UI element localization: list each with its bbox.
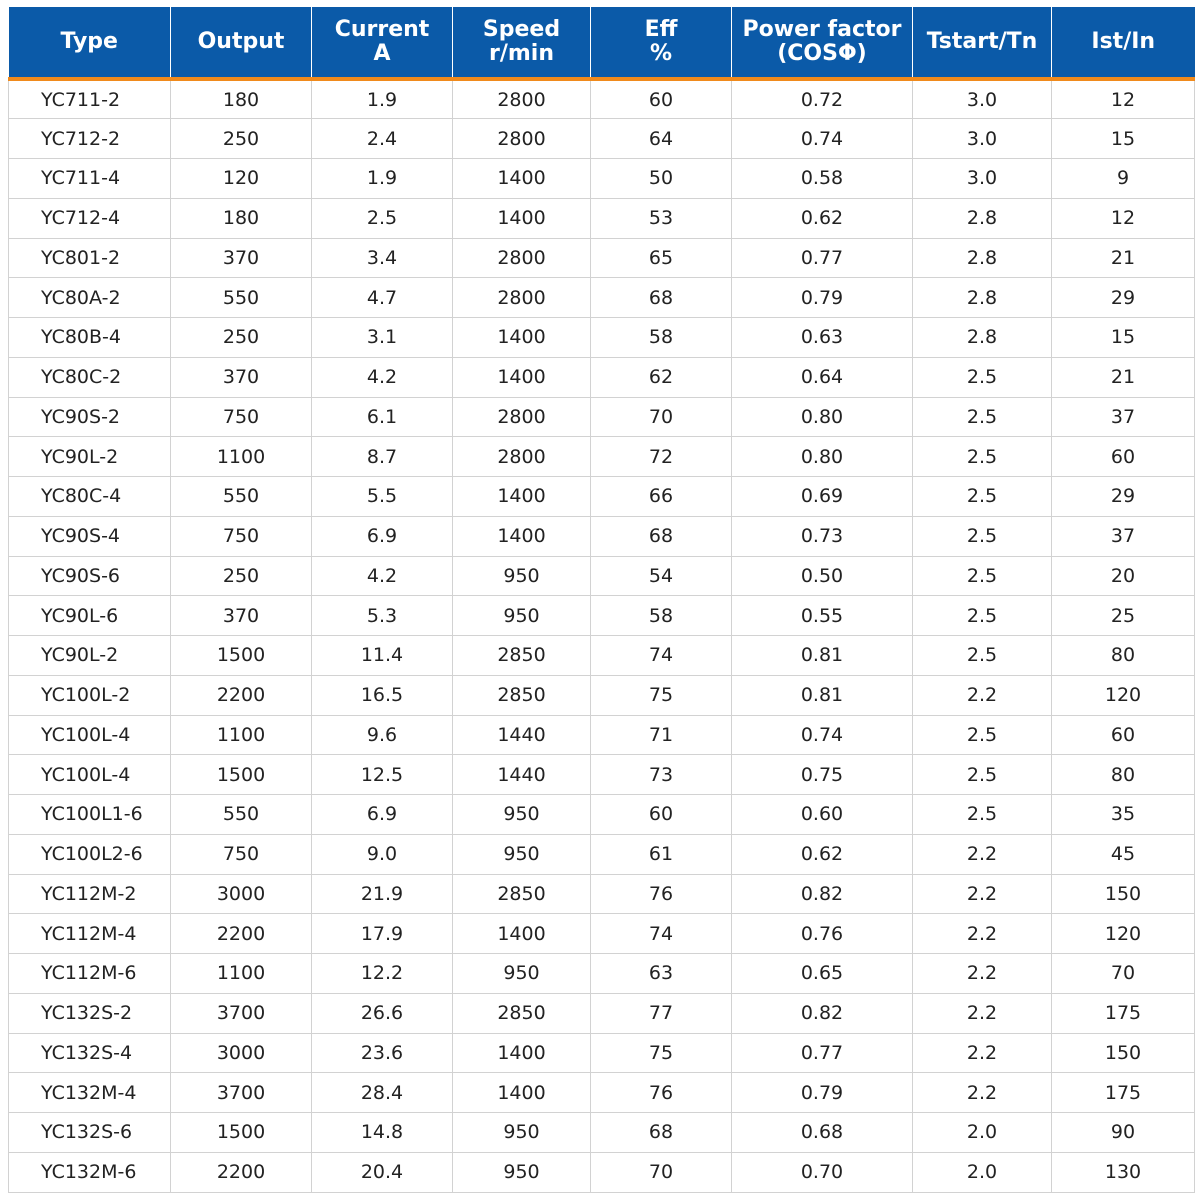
table-row bbox=[9, 993, 1195, 1033]
cell-current: 16.5 bbox=[312, 675, 453, 715]
cell-current: 3.4 bbox=[312, 238, 453, 278]
table-row bbox=[9, 556, 1195, 596]
cell-type: YC132M-4 bbox=[9, 1073, 171, 1113]
cell-speed: 2850 bbox=[453, 675, 591, 715]
cell-output: 250 bbox=[171, 556, 312, 596]
cell-type: YC80C-2 bbox=[9, 357, 171, 397]
cell-type: YC132S-4 bbox=[9, 1033, 171, 1073]
cell-current: 3.1 bbox=[312, 318, 453, 358]
cell-power-factor: 0.55 bbox=[732, 596, 913, 636]
cell-tstart-tn: 2.5 bbox=[913, 795, 1052, 835]
cell-power-factor: 0.76 bbox=[732, 914, 913, 954]
cell-power-factor: 0.70 bbox=[732, 1152, 913, 1192]
cell-type: YC132M-6 bbox=[9, 1152, 171, 1192]
cell-type: YC80C-4 bbox=[9, 477, 171, 517]
cell-output: 1500 bbox=[171, 1113, 312, 1153]
cell-output: 370 bbox=[171, 357, 312, 397]
cell-output: 1100 bbox=[171, 954, 312, 994]
column-header-current bbox=[312, 7, 453, 79]
cell-tstart-tn: 2.2 bbox=[913, 874, 1052, 914]
cell-eff: 58 bbox=[591, 318, 732, 358]
cell-speed: 1440 bbox=[453, 755, 591, 795]
cell-speed: 2850 bbox=[453, 874, 591, 914]
cell-output: 3000 bbox=[171, 1033, 312, 1073]
cell-current: 11.4 bbox=[312, 636, 453, 676]
cell-power-factor: 0.73 bbox=[732, 516, 913, 556]
column-header-line: Eff bbox=[644, 17, 678, 42]
cell-tstart-tn: 3.0 bbox=[913, 119, 1052, 159]
cell-ist-in: 175 bbox=[1052, 1073, 1195, 1113]
cell-speed: 950 bbox=[453, 596, 591, 636]
table-row bbox=[9, 755, 1195, 795]
cell-power-factor: 0.74 bbox=[732, 715, 913, 755]
cell-tstart-tn: 2.8 bbox=[913, 238, 1052, 278]
cell-tstart-tn: 2.5 bbox=[913, 437, 1052, 477]
cell-power-factor: 0.60 bbox=[732, 795, 913, 835]
cell-eff: 75 bbox=[591, 675, 732, 715]
cell-type: YC112M-4 bbox=[9, 914, 171, 954]
column-header-line: % bbox=[649, 41, 673, 66]
cell-speed: 950 bbox=[453, 1113, 591, 1153]
cell-eff: 60 bbox=[591, 795, 732, 835]
cell-speed: 2800 bbox=[453, 119, 591, 159]
cell-speed: 1400 bbox=[453, 357, 591, 397]
table-row bbox=[9, 795, 1195, 835]
cell-speed: 1400 bbox=[453, 318, 591, 358]
cell-speed: 1400 bbox=[453, 159, 591, 199]
table-row bbox=[9, 318, 1195, 358]
cell-ist-in: 20 bbox=[1052, 556, 1195, 596]
cell-type: YC100L1-6 bbox=[9, 795, 171, 835]
cell-type: YC112M-2 bbox=[9, 874, 171, 914]
cell-output: 550 bbox=[171, 477, 312, 517]
cell-current: 20.4 bbox=[312, 1152, 453, 1192]
cell-power-factor: 0.74 bbox=[732, 119, 913, 159]
cell-current: 4.2 bbox=[312, 357, 453, 397]
cell-output: 2200 bbox=[171, 1152, 312, 1192]
cell-eff: 54 bbox=[591, 556, 732, 596]
table-row bbox=[9, 79, 1195, 119]
column-header-power-factor bbox=[732, 7, 913, 79]
cell-tstart-tn: 2.8 bbox=[913, 318, 1052, 358]
cell-speed: 2850 bbox=[453, 993, 591, 1033]
cell-type: YC112M-6 bbox=[9, 954, 171, 994]
table-row bbox=[9, 596, 1195, 636]
cell-type: YC100L2-6 bbox=[9, 834, 171, 874]
cell-current: 6.1 bbox=[312, 397, 453, 437]
cell-tstart-tn: 3.0 bbox=[913, 159, 1052, 199]
cell-tstart-tn: 2.8 bbox=[913, 278, 1052, 318]
cell-current: 1.9 bbox=[312, 79, 453, 119]
cell-type: YC132S-6 bbox=[9, 1113, 171, 1153]
cell-eff: 72 bbox=[591, 437, 732, 477]
cell-speed: 1400 bbox=[453, 914, 591, 954]
cell-ist-in: 21 bbox=[1052, 357, 1195, 397]
column-header-type bbox=[9, 7, 171, 79]
table-row bbox=[9, 238, 1195, 278]
cell-type: YC90L-6 bbox=[9, 596, 171, 636]
column-header-tstart-tn bbox=[913, 7, 1052, 79]
cell-output: 3700 bbox=[171, 993, 312, 1033]
cell-tstart-tn: 2.5 bbox=[913, 397, 1052, 437]
cell-eff: 74 bbox=[591, 636, 732, 676]
cell-speed: 1440 bbox=[453, 715, 591, 755]
cell-current: 8.7 bbox=[312, 437, 453, 477]
cell-eff: 68 bbox=[591, 1113, 732, 1153]
table-row bbox=[9, 477, 1195, 517]
cell-current: 26.6 bbox=[312, 993, 453, 1033]
cell-eff: 63 bbox=[591, 954, 732, 994]
cell-output: 1100 bbox=[171, 437, 312, 477]
cell-current: 14.8 bbox=[312, 1113, 453, 1153]
cell-type: YC90S-4 bbox=[9, 516, 171, 556]
cell-output: 750 bbox=[171, 516, 312, 556]
table-row bbox=[9, 437, 1195, 477]
cell-power-factor: 0.62 bbox=[732, 198, 913, 238]
table-row bbox=[9, 397, 1195, 437]
cell-current: 4.2 bbox=[312, 556, 453, 596]
cell-type: YC90S-2 bbox=[9, 397, 171, 437]
cell-current: 9.0 bbox=[312, 834, 453, 874]
cell-power-factor: 0.68 bbox=[732, 1113, 913, 1153]
cell-ist-in: 25 bbox=[1052, 596, 1195, 636]
cell-speed: 950 bbox=[453, 1152, 591, 1192]
cell-speed: 2800 bbox=[453, 79, 591, 119]
column-header-line: A bbox=[373, 41, 391, 66]
cell-tstart-tn: 3.0 bbox=[913, 79, 1052, 119]
cell-eff: 53 bbox=[591, 198, 732, 238]
cell-current: 2.5 bbox=[312, 198, 453, 238]
cell-eff: 74 bbox=[591, 914, 732, 954]
table-row bbox=[9, 516, 1195, 556]
table-row bbox=[9, 1113, 1195, 1153]
cell-power-factor: 0.79 bbox=[732, 1073, 913, 1113]
cell-type: YC711-4 bbox=[9, 159, 171, 199]
cell-output: 370 bbox=[171, 238, 312, 278]
cell-output: 750 bbox=[171, 397, 312, 437]
cell-current: 2.4 bbox=[312, 119, 453, 159]
table-row bbox=[9, 159, 1195, 199]
cell-tstart-tn: 2.2 bbox=[913, 675, 1052, 715]
table-row bbox=[9, 954, 1195, 994]
cell-ist-in: 12 bbox=[1052, 79, 1195, 119]
cell-ist-in: 150 bbox=[1052, 874, 1195, 914]
cell-speed: 950 bbox=[453, 795, 591, 835]
cell-output: 250 bbox=[171, 119, 312, 159]
cell-output: 180 bbox=[171, 198, 312, 238]
cell-eff: 71 bbox=[591, 715, 732, 755]
motor-spec-table bbox=[8, 7, 1195, 1193]
cell-eff: 75 bbox=[591, 1033, 732, 1073]
column-header-line: Ist/In bbox=[1091, 29, 1156, 54]
cell-ist-in: 150 bbox=[1052, 1033, 1195, 1073]
column-header-line: Type bbox=[60, 29, 118, 54]
table-row bbox=[9, 119, 1195, 159]
cell-current: 12.5 bbox=[312, 755, 453, 795]
cell-speed: 2800 bbox=[453, 437, 591, 477]
cell-output: 2200 bbox=[171, 675, 312, 715]
column-header-line: r/min bbox=[488, 41, 554, 66]
cell-eff: 66 bbox=[591, 477, 732, 517]
cell-current: 4.7 bbox=[312, 278, 453, 318]
cell-output: 1500 bbox=[171, 636, 312, 676]
cell-speed: 1400 bbox=[453, 477, 591, 517]
cell-speed: 2800 bbox=[453, 278, 591, 318]
cell-speed: 1400 bbox=[453, 198, 591, 238]
table-row bbox=[9, 278, 1195, 318]
table-row bbox=[9, 1073, 1195, 1113]
cell-ist-in: 21 bbox=[1052, 238, 1195, 278]
cell-ist-in: 29 bbox=[1052, 477, 1195, 517]
table-row bbox=[9, 636, 1195, 676]
cell-tstart-tn: 2.2 bbox=[913, 1073, 1052, 1113]
cell-current: 21.9 bbox=[312, 874, 453, 914]
cell-eff: 61 bbox=[591, 834, 732, 874]
cell-eff: 58 bbox=[591, 596, 732, 636]
column-header-speed bbox=[453, 7, 591, 79]
table-row bbox=[9, 914, 1195, 954]
cell-tstart-tn: 2.2 bbox=[913, 993, 1052, 1033]
cell-power-factor: 0.82 bbox=[732, 874, 913, 914]
cell-current: 23.6 bbox=[312, 1033, 453, 1073]
cell-output: 3000 bbox=[171, 874, 312, 914]
cell-current: 6.9 bbox=[312, 516, 453, 556]
table-row bbox=[9, 1033, 1195, 1073]
table-row bbox=[9, 874, 1195, 914]
cell-power-factor: 0.65 bbox=[732, 954, 913, 994]
cell-current: 12.2 bbox=[312, 954, 453, 994]
cell-current: 17.9 bbox=[312, 914, 453, 954]
cell-eff: 77 bbox=[591, 993, 732, 1033]
column-header-line: Speed bbox=[482, 17, 561, 42]
cell-eff: 73 bbox=[591, 755, 732, 795]
cell-ist-in: 70 bbox=[1052, 954, 1195, 994]
cell-power-factor: 0.80 bbox=[732, 397, 913, 437]
cell-power-factor: 0.63 bbox=[732, 318, 913, 358]
cell-ist-in: 37 bbox=[1052, 516, 1195, 556]
table-body bbox=[9, 79, 1195, 1192]
cell-tstart-tn: 2.5 bbox=[913, 516, 1052, 556]
cell-ist-in: 12 bbox=[1052, 198, 1195, 238]
cell-power-factor: 0.62 bbox=[732, 834, 913, 874]
cell-tstart-tn: 2.5 bbox=[913, 636, 1052, 676]
cell-output: 250 bbox=[171, 318, 312, 358]
cell-power-factor: 0.81 bbox=[732, 675, 913, 715]
cell-ist-in: 175 bbox=[1052, 993, 1195, 1033]
cell-power-factor: 0.77 bbox=[732, 1033, 913, 1073]
cell-speed: 950 bbox=[453, 556, 591, 596]
cell-current: 28.4 bbox=[312, 1073, 453, 1113]
cell-power-factor: 0.69 bbox=[732, 477, 913, 517]
cell-power-factor: 0.81 bbox=[732, 636, 913, 676]
cell-eff: 60 bbox=[591, 79, 732, 119]
cell-ist-in: 60 bbox=[1052, 437, 1195, 477]
table-row bbox=[9, 715, 1195, 755]
table-row bbox=[9, 834, 1195, 874]
cell-speed: 2850 bbox=[453, 636, 591, 676]
column-header-ist-in bbox=[1052, 7, 1195, 79]
cell-ist-in: 120 bbox=[1052, 675, 1195, 715]
cell-ist-in: 130 bbox=[1052, 1152, 1195, 1192]
cell-type: YC80B-4 bbox=[9, 318, 171, 358]
cell-speed: 1400 bbox=[453, 516, 591, 556]
cell-ist-in: 37 bbox=[1052, 397, 1195, 437]
cell-current: 5.3 bbox=[312, 596, 453, 636]
cell-speed: 2800 bbox=[453, 238, 591, 278]
cell-power-factor: 0.50 bbox=[732, 556, 913, 596]
cell-eff: 64 bbox=[591, 119, 732, 159]
cell-type: YC712-4 bbox=[9, 198, 171, 238]
cell-output: 120 bbox=[171, 159, 312, 199]
table-row bbox=[9, 1152, 1195, 1192]
column-header-output bbox=[171, 7, 312, 79]
cell-output: 1100 bbox=[171, 715, 312, 755]
cell-type: YC100L-2 bbox=[9, 675, 171, 715]
cell-output: 180 bbox=[171, 79, 312, 119]
cell-power-factor: 0.82 bbox=[732, 993, 913, 1033]
cell-eff: 70 bbox=[591, 397, 732, 437]
table-row bbox=[9, 675, 1195, 715]
cell-type: YC711-2 bbox=[9, 79, 171, 119]
cell-output: 3700 bbox=[171, 1073, 312, 1113]
cell-type: YC90L-2 bbox=[9, 437, 171, 477]
column-header-line: Tstart/Tn bbox=[926, 29, 1038, 54]
cell-type: YC801-2 bbox=[9, 238, 171, 278]
cell-power-factor: 0.79 bbox=[732, 278, 913, 318]
cell-speed: 2800 bbox=[453, 397, 591, 437]
cell-eff: 70 bbox=[591, 1152, 732, 1192]
cell-output: 2200 bbox=[171, 914, 312, 954]
cell-type: YC132S-2 bbox=[9, 993, 171, 1033]
cell-tstart-tn: 2.0 bbox=[913, 1113, 1052, 1153]
cell-ist-in: 29 bbox=[1052, 278, 1195, 318]
cell-ist-in: 9 bbox=[1052, 159, 1195, 199]
cell-ist-in: 90 bbox=[1052, 1113, 1195, 1153]
cell-ist-in: 60 bbox=[1052, 715, 1195, 755]
cell-power-factor: 0.75 bbox=[732, 755, 913, 795]
cell-type: YC100L-4 bbox=[9, 755, 171, 795]
cell-output: 1500 bbox=[171, 755, 312, 795]
cell-ist-in: 15 bbox=[1052, 318, 1195, 358]
cell-power-factor: 0.77 bbox=[732, 238, 913, 278]
cell-type: YC90S-6 bbox=[9, 556, 171, 596]
column-header-line: (COSΦ) bbox=[777, 41, 867, 66]
cell-tstart-tn: 2.5 bbox=[913, 755, 1052, 795]
cell-tstart-tn: 2.2 bbox=[913, 914, 1052, 954]
table-header bbox=[9, 7, 1195, 79]
cell-speed: 950 bbox=[453, 834, 591, 874]
cell-tstart-tn: 2.0 bbox=[913, 1152, 1052, 1192]
cell-speed: 950 bbox=[453, 954, 591, 994]
cell-eff: 68 bbox=[591, 516, 732, 556]
cell-tstart-tn: 2.5 bbox=[913, 556, 1052, 596]
cell-ist-in: 45 bbox=[1052, 834, 1195, 874]
cell-power-factor: 0.58 bbox=[732, 159, 913, 199]
cell-tstart-tn: 2.5 bbox=[913, 596, 1052, 636]
cell-ist-in: 120 bbox=[1052, 914, 1195, 954]
cell-current: 5.5 bbox=[312, 477, 453, 517]
cell-type: YC712-2 bbox=[9, 119, 171, 159]
cell-tstart-tn: 2.2 bbox=[913, 834, 1052, 874]
cell-power-factor: 0.80 bbox=[732, 437, 913, 477]
cell-tstart-tn: 2.2 bbox=[913, 954, 1052, 994]
cell-tstart-tn: 2.5 bbox=[913, 715, 1052, 755]
cell-type: YC100L-4 bbox=[9, 715, 171, 755]
table-row bbox=[9, 357, 1195, 397]
cell-current: 1.9 bbox=[312, 159, 453, 199]
cell-ist-in: 35 bbox=[1052, 795, 1195, 835]
cell-power-factor: 0.72 bbox=[732, 79, 913, 119]
cell-speed: 1400 bbox=[453, 1033, 591, 1073]
cell-tstart-tn: 2.5 bbox=[913, 477, 1052, 517]
cell-eff: 50 bbox=[591, 159, 732, 199]
cell-output: 550 bbox=[171, 795, 312, 835]
cell-eff: 68 bbox=[591, 278, 732, 318]
cell-current: 9.6 bbox=[312, 715, 453, 755]
cell-tstart-tn: 2.5 bbox=[913, 357, 1052, 397]
cell-current: 6.9 bbox=[312, 795, 453, 835]
cell-eff: 65 bbox=[591, 238, 732, 278]
cell-ist-in: 15 bbox=[1052, 119, 1195, 159]
cell-tstart-tn: 2.8 bbox=[913, 198, 1052, 238]
header-row bbox=[9, 7, 1195, 79]
cell-output: 750 bbox=[171, 834, 312, 874]
cell-output: 550 bbox=[171, 278, 312, 318]
cell-eff: 62 bbox=[591, 357, 732, 397]
column-header-line: Current bbox=[334, 17, 430, 42]
cell-power-factor: 0.64 bbox=[732, 357, 913, 397]
cell-speed: 1400 bbox=[453, 1073, 591, 1113]
column-header-eff bbox=[591, 7, 732, 79]
table-row bbox=[9, 198, 1195, 238]
cell-eff: 76 bbox=[591, 1073, 732, 1113]
cell-type: YC80A-2 bbox=[9, 278, 171, 318]
cell-ist-in: 80 bbox=[1052, 636, 1195, 676]
cell-tstart-tn: 2.2 bbox=[913, 1033, 1052, 1073]
cell-eff: 76 bbox=[591, 874, 732, 914]
cell-type: YC90L-2 bbox=[9, 636, 171, 676]
cell-output: 370 bbox=[171, 596, 312, 636]
column-header-line: Output bbox=[197, 29, 285, 54]
cell-ist-in: 80 bbox=[1052, 755, 1195, 795]
column-header-line: Power factor bbox=[742, 17, 902, 42]
